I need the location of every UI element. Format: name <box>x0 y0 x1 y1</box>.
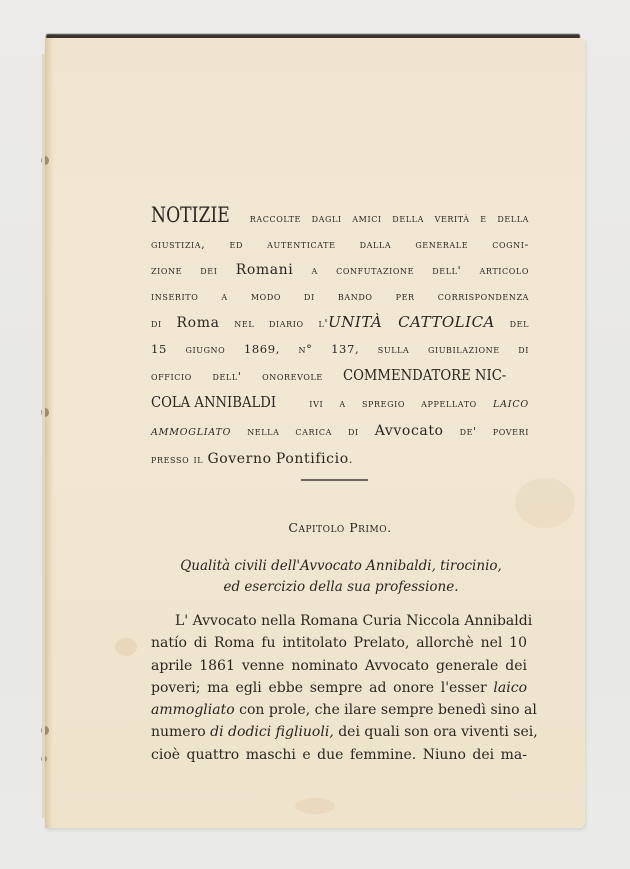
title-line: NOTIZIE raccolte dagli amici della verità e della <box>151 203 529 227</box>
chapter-title: Capitolo Primo. <box>288 520 392 535</box>
page-content <box>45 38 585 828</box>
chapter-subtitle <box>141 556 541 598</box>
body-line: numero di dodici figliuoli, dei quali son ora viventi sei, <box>151 724 538 741</box>
section-divider <box>301 479 368 481</box>
title-line: presso il Governo Pontificio. <box>151 451 354 467</box>
body-line: ammogliato con prole, che ilare sempre benedì sino al <box>151 702 537 719</box>
body-line: cioè quattro maschi e due femmine. Niuno dei ma- <box>151 746 527 763</box>
title-line: AMMOGLIATO nella carica di Avvocato de' poveri <box>151 423 529 439</box>
newspaper-name: UNITÀ CATTOLICA <box>328 313 495 331</box>
capitalized-word: Governo <box>207 451 272 467</box>
honoree-name: COLA ANNIBALDI <box>151 393 277 411</box>
title-line: zione dei Romani a confutazione dell' articolo <box>151 262 529 278</box>
title-block <box>151 202 529 472</box>
document-page <box>45 38 585 828</box>
title-line: 15 giugno 1869, n° 137, sulla giubilazione di <box>151 342 529 356</box>
italic-phrase: ammogliato <box>151 702 235 719</box>
capitalized-word: Pontificio <box>275 451 349 467</box>
italic-phrase: di dodici figliuoli, <box>210 724 334 741</box>
capitalized-word: Avvocato <box>374 423 444 439</box>
italic-phrase: laico <box>493 679 527 696</box>
title-lead-word: NOTIZIE <box>151 203 230 227</box>
title-line: giustizia, ed autenticate dalla generale cogni- <box>151 237 529 251</box>
chapter-subtitle-line: ed esercizio della sua professione. <box>223 579 459 595</box>
capitalized-word: Romani <box>235 262 294 278</box>
honoree-title: COMMENDATORE NIC- <box>343 366 507 384</box>
body-line: natío di Roma fu intitolato Prelato, allorchè nel 10 <box>151 635 527 652</box>
body-line: L' Avvocato nella Romana Curia Niccola Annibaldi <box>175 613 533 629</box>
body-line: aprile 1861 venne nominato Avvocato generale dei <box>151 657 527 674</box>
title-line: COLA ANNIBALDI ivi a spregio appellato LAICO <box>151 389 529 418</box>
italic-phrase: AMMOGLIATO <box>151 427 232 438</box>
capitalized-word: Roma <box>176 315 220 331</box>
italic-phrase: LAICO <box>493 399 529 410</box>
body-line: poveri; ma egli ebbe sempre ad onore l'esser laico <box>151 679 527 696</box>
body-paragraph <box>151 610 538 766</box>
title-line: inserito a modo di bando per corrispondenza <box>151 289 529 303</box>
title-line: di Roma nel diario l'UNITÀ CATTOLICA del <box>151 313 530 331</box>
title-line: officio dell' onorevole COMMENDATORE NIC- <box>151 362 529 389</box>
chapter-subtitle-line: Qualità civili dell'Avvocato Annibaldi, tirocinio, <box>180 558 502 574</box>
